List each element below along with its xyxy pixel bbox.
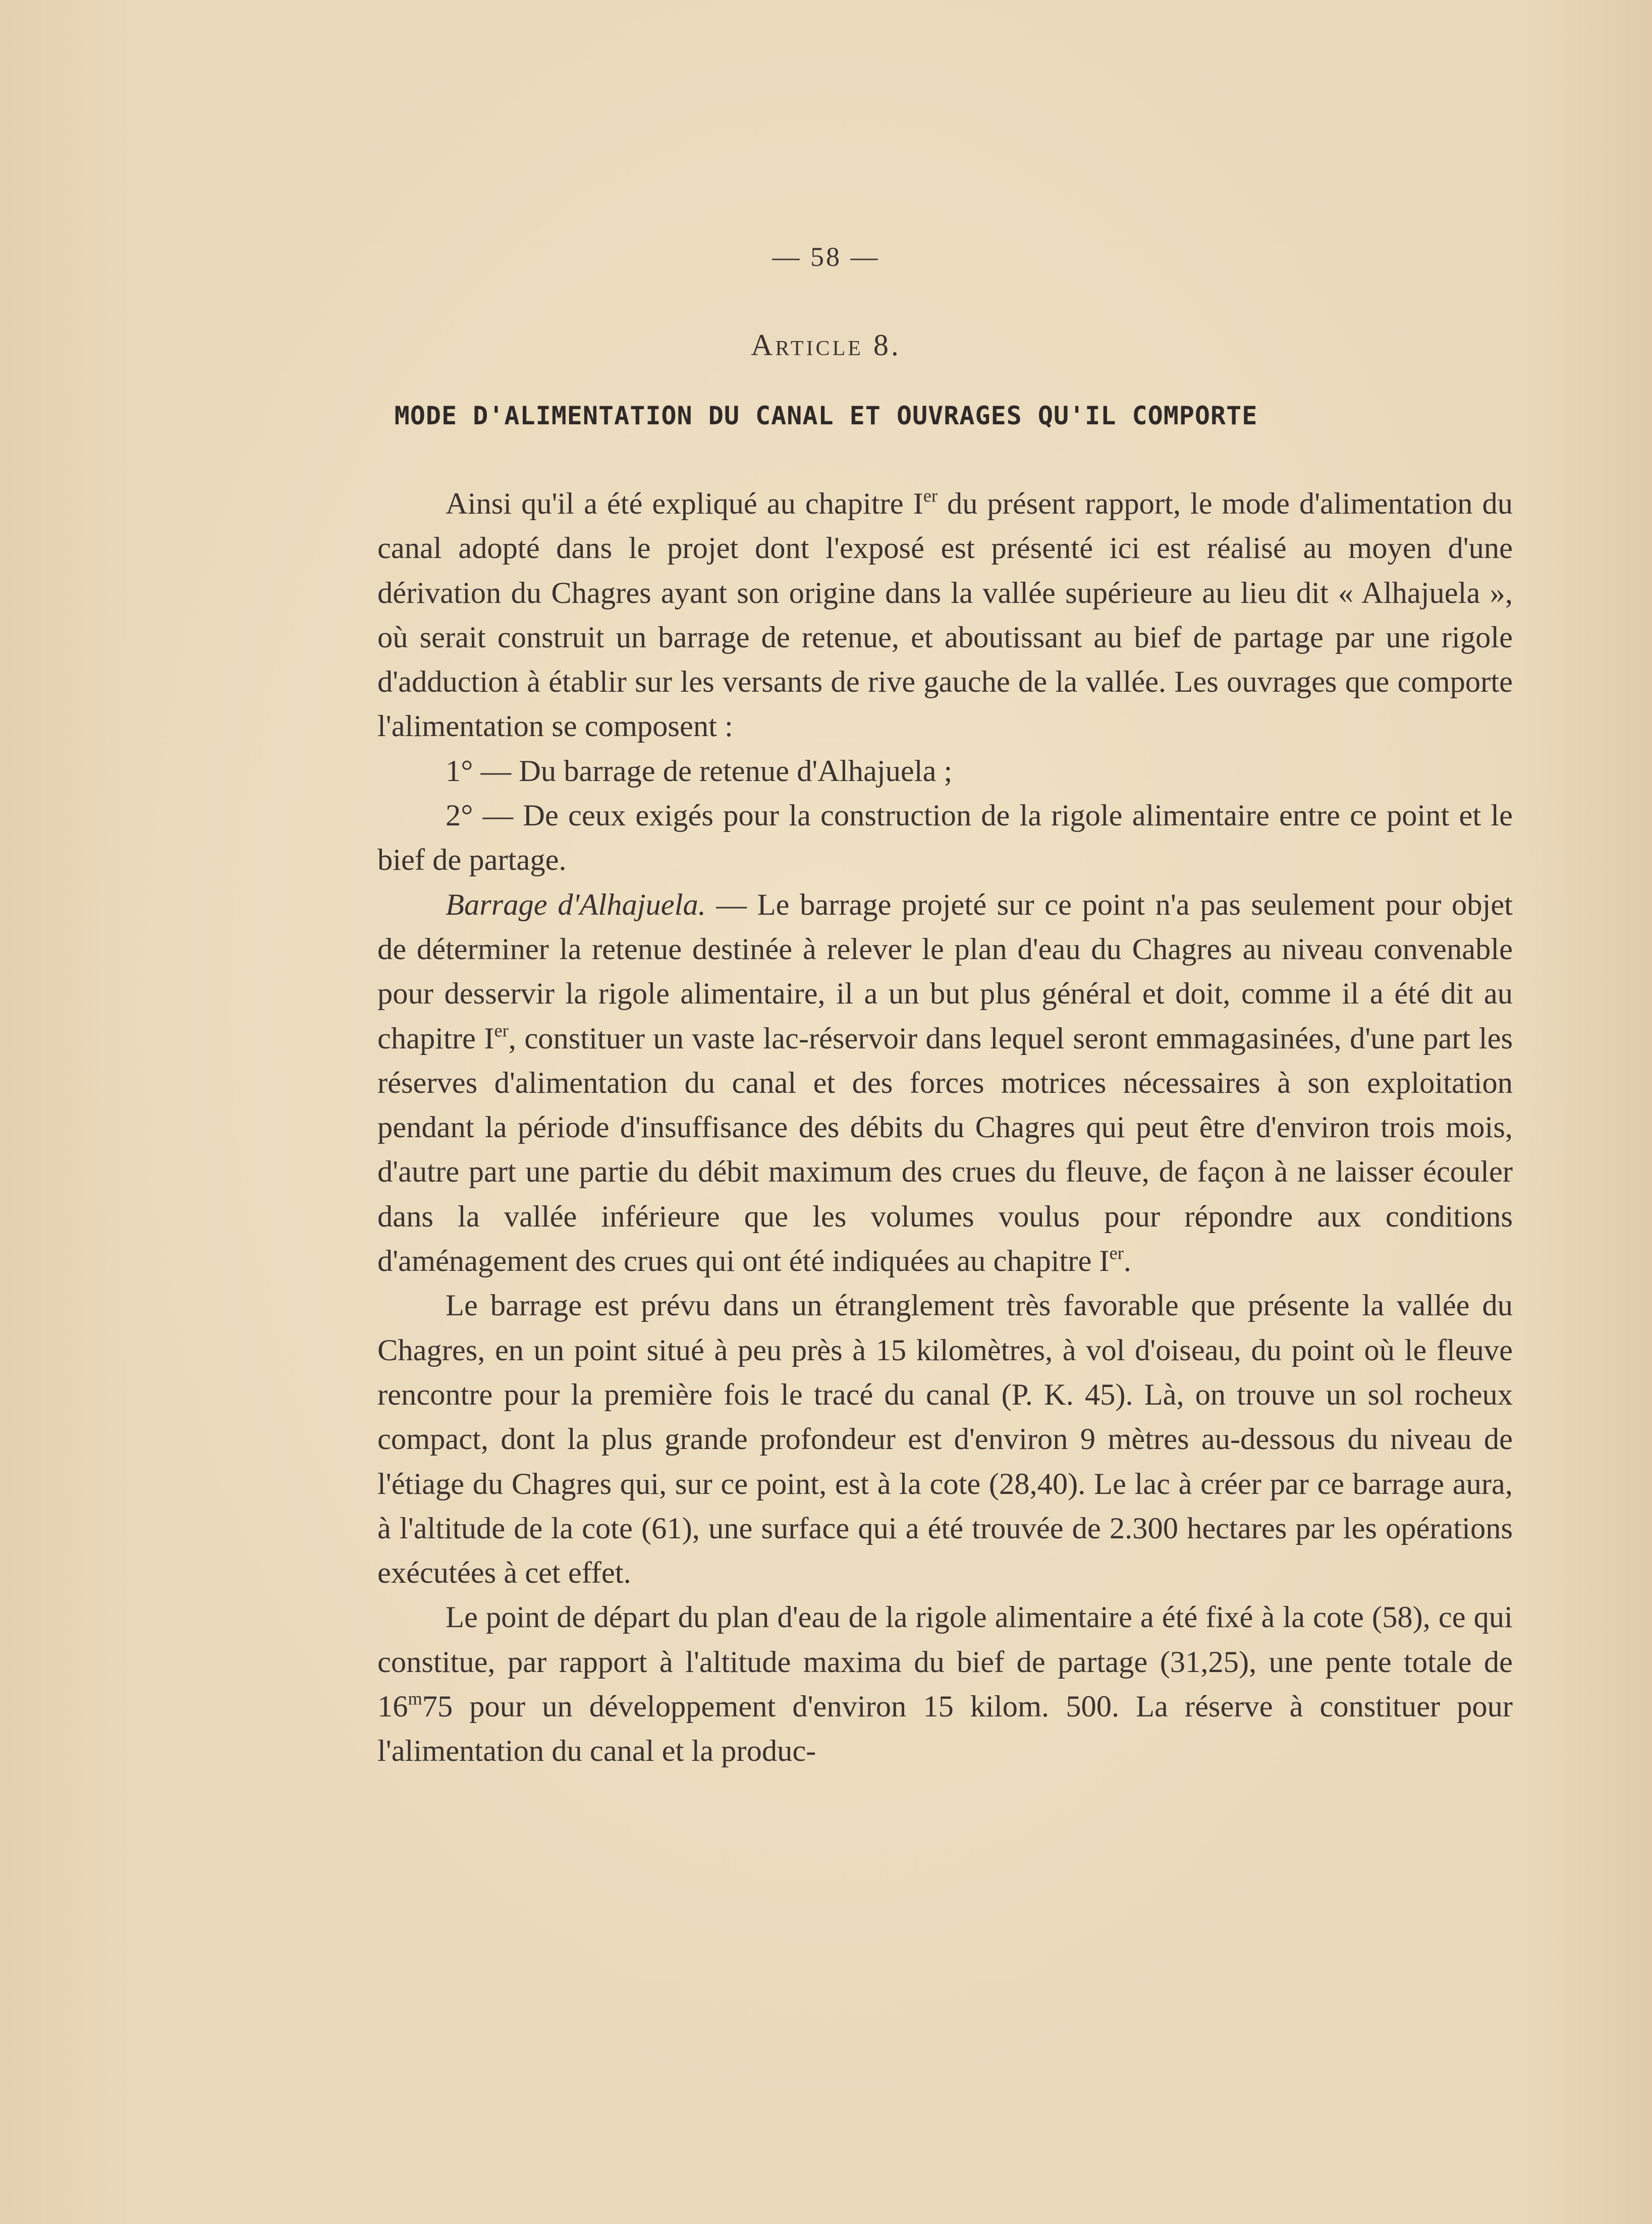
paragraph-3: Le barrage est prévu dans un étranglement très favorable que présente la vallée du Chagres, en un point situé à peu près à 15 kilomètres, à vol d'oiseau, du point où le fleuve rencontre pour la première fois le tracé du canal (P. K. 45). Là, on trouve un sol rocheux compact, dont la plus grande profondeur est d'environ 9 mètres au-dessous du niveau de l'étiage du Chagres qui, sur ce point, est à la cote (28,40). Le lac à créer par ce barrage aura, à l'altitude de la cote (61), une surface qui a été trouvée de 2.300 hectares par les opérations exécutées à cet effet. — [377, 1289, 1513, 1590]
paragraph-heading-italic: Barrage d'Alhajuela. — [446, 887, 706, 922]
list-item-2: 2° — De ceux exigés pour la construction de la rigole alimentaire entre ce point et le bief de partage. — [377, 799, 1513, 877]
page-number: — 58 — — [772, 242, 880, 272]
paragraph-2: Barrage d'Alhajuela. — Le barrage projeté sur ce point n'a pas seulement pour objet de déterminer la retenue destinée à relever le plan d'eau du Chagres au niveau convenable pour desservir la rigole alimentaire, il a un but plus général et doit, comme il a été dit au chapitre Ier, constituer un vaste lac-réservoir dans lequel seront emmagasinées, d'une part les réserves d'alimentation du canal et des forces motrices nécessaires à son exploitation pendant la période d'insuffisance des débits du Chagres qui peut être d'environ trois mois, d'autre part une partie du débit maximum des crues du fleuve, de façon à ne laisser écouler dans la vallée inférieure que les volumes voulus pour répondre aux conditions d'aménagement des crues qui ont été indiquées au chapitre Ier. — [377, 887, 1513, 1278]
paragraph-1: Ainsi qu'il a été expliqué au chapitre Ier du présent rapport, le mode d'alimentation du canal adopté dans le projet dont l'exposé est présenté ici est réalisé au moyen d'une dérivation du Chagres ayant son origine dans la vallée supérieure au lieu dit « Alhajuela », où serait construit un barrage de retenue, et aboutissant au bief de partage par une rigole d'adduction à établir sur les versants de rive gauche de la vallée. Les ouvrages que comporte l'alimentation se composent : — [377, 485, 1513, 744]
section-title: MODE D'ALIMENTATION DU CANAL ET OUVRAGES QU'IL COMPORTE — [394, 401, 1258, 430]
body-text — [377, 482, 1513, 1774]
article-label: Article 8. — [751, 328, 901, 362]
list-item-1: 1° — Du barrage de retenue d'Alhajuela ; — [446, 754, 953, 788]
article-heading — [0, 328, 1652, 363]
paragraph-4: Le point de départ du plan d'eau de la rigole alimentaire a été fixé à la cote (58), ce qui constitue, par rapport à l'altitude maxima du bief de partage (31,25), une pente totale de 16$^m$75 pour un développement d'environ 15 kilom. 500. La réserve à constituer pour l'alimentation du canal et la produc- — [377, 1600, 1513, 1768]
